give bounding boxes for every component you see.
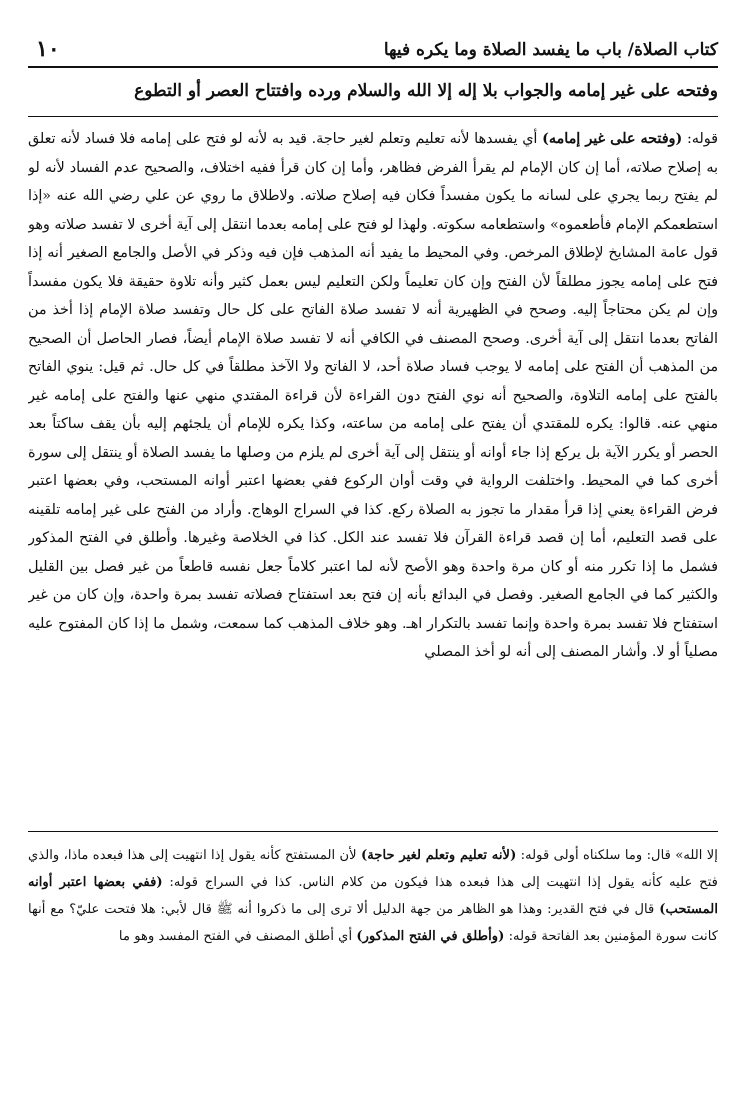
footnote-part-2: لأن المستفتح كأنه يقول إذا انتهيت إلى هذا فبعده ماذا، والذي فتح عليه كأنه يقول إذا انتهيت إلى هذا فبعده هذا فيكون من كلام الناس. كذا في السراج قوله: — [28, 848, 718, 890]
running-title: كتاب الصلاة/ باب ما يفسد الصلاة وما يكره فيها — [383, 40, 718, 60]
book-page — [0, 22, 746, 1113]
footnote-quote-2: (ففي بعضها اعتبر أوانه المستحب) — [28, 875, 718, 917]
commentary-quote: (وفتحه على غير إمامه) — [542, 131, 683, 147]
page-number: ١٠ — [36, 36, 60, 62]
footnote-quote-1: (لأنه تعليم وتعلم لغير حاجة) — [361, 848, 517, 863]
footnote-text — [28, 842, 718, 1010]
footnote-part-3: قال في فتح القدير: وهذا هو الظاهر من جهة الدليل ألا ترى إلى ما ذكروا أنه ﷺ قال لأبي: هلا فتحت عليّ؟ مع أنها كانت سورة المؤمنين بعد الفاتحة قوله: — [28, 902, 718, 944]
matn-text: وفتحه على غير إمامه والجواب بلا إله إلا الله والسلام ورده وافتتاح العصر أو التطوع — [28, 76, 718, 117]
page-header — [28, 22, 718, 68]
footnote-part-1: إلا الله» قال: وما سلكناه أولى قوله: — [520, 848, 718, 863]
footnote-part-4: أي أطلق المصنف في الفتح المفسد وهو ما — [118, 929, 353, 944]
commentary-lead: قوله: — [686, 131, 718, 147]
footnote-divider — [28, 831, 718, 832]
commentary-body: أي يفسدها لأنه تعليم وتعلم لغير حاجة. قيد به لأنه لو فتح على إمامه فلا فساد لأنه تعلق به إصلاح صلاته، أما إن كان الإمام لم يقرأ الفرض فظاهر، وأما إن كان قرأ ففيه اختلاف، والصحيح عدم الفساد لأنه لو لم يفتح ربما يجري على لسانه ما يكون مفسداً فكان فيه إصلاح صلاته. ولاطلاق ما روي عن علي رضي الله عنه «إذا استطعمكم الإمام فأطعموه» واستطعامه سكوته. ولهذا لو فتح على إمامه بعدما انتقل إلى آية أخرى لا تفسد صلاته وهو قول عامة المشايخ لإطلاق المرخص. وفي المحيط ما يفيد أنه المذهب فإن فيه وذكر في الأصل والجامع الصغير أنه إذا فتح على إمامه يجوز مطلقاً لأن الفتح وإن كان تعليماً ولكن التعليم ليس بعمل كثير وأنه تلاوة حقيقة فلا يكون مفسداً وإن لم يكن محتاجاً إليه. وصحح في الظهيرية أنه لا تفسد صلاة الفاتح على كل حال وتفسد صلاة الإمام إذا أخذ من الفاتح بعدما انتقل إلى آية أخرى. وصحح المصنف في الكافي أنه لا تفسد صلاة الإمام أيضاً، فصار الحاصل أن الصحيح من المذهب أن الفتح على إمامه لا يوجب فساد صلاة أحد، لا الفاتح ولا الآخذ مطلقاً في كل حال. ثم قيل: ينوي الفاتح بالفتح على إمامه التلاوة، والصحيح أنه نوي الفتح دون القراءة لأن قراءة المقتدي منهي عنها والفتح على إمامه غير منهي عنه. قالوا: يكره للمقتدي أن يفتح على إمامه من ساعته، وكذا يكره للإمام أن يلجئهم إليه بأن يقف ساكتاً بعد الحصر أو يكرر الآية بل يركع إذا جاء أوانه أو ينتقل إلى آية أخرى لم يلزم من وصلها ما يفسد الصلاة أو ينتقل إلى سورة أخرى كما في المحيط. واختلفت الرواية في وقت أوان الركوع ففي بعضها اعتبر أوانه المستحب، وفي بعضها اعتبر فرض القراءة يعني إذا قرأ مقدار ما تجوز به الصلاة ركع. كذا في السراج الوهاج. وأراد من الفتح على غير إمامه تلقينه على قصد التعليم، أما إن قصد قراءة القرآن فلا تفسد عند الكل. كذا في الخلاصة وغيرها. وأطلق في الفتح المذكور فشمل ما إذا تكرر منه أو كان مرة واحدة وهو الأصح لأنه لما اعتبر كلاماً جعل نفسه قاطعاً من غير فصل بين القليل والكثير كما في الجامع الصغير. وفصل في البدائع بأنه إن فتح بعد استفتاح فصلاته تفسد بمرة واحدة، وإن كان من غير استفتاح فلا تفسد بمرة واحدة وإنما تفسد بالتكرار اهـ. وهو خلاف المذهب كما سمعت، وشمل ما إذا كان المفتوح عليه مصلياً أو لا. وأشار المصنف إلى أنه لو أخذ المصلي — [28, 131, 718, 660]
footnote-quote-3: (وأطلق في الفتح المذكور) — [356, 929, 505, 944]
commentary-text — [28, 125, 718, 825]
